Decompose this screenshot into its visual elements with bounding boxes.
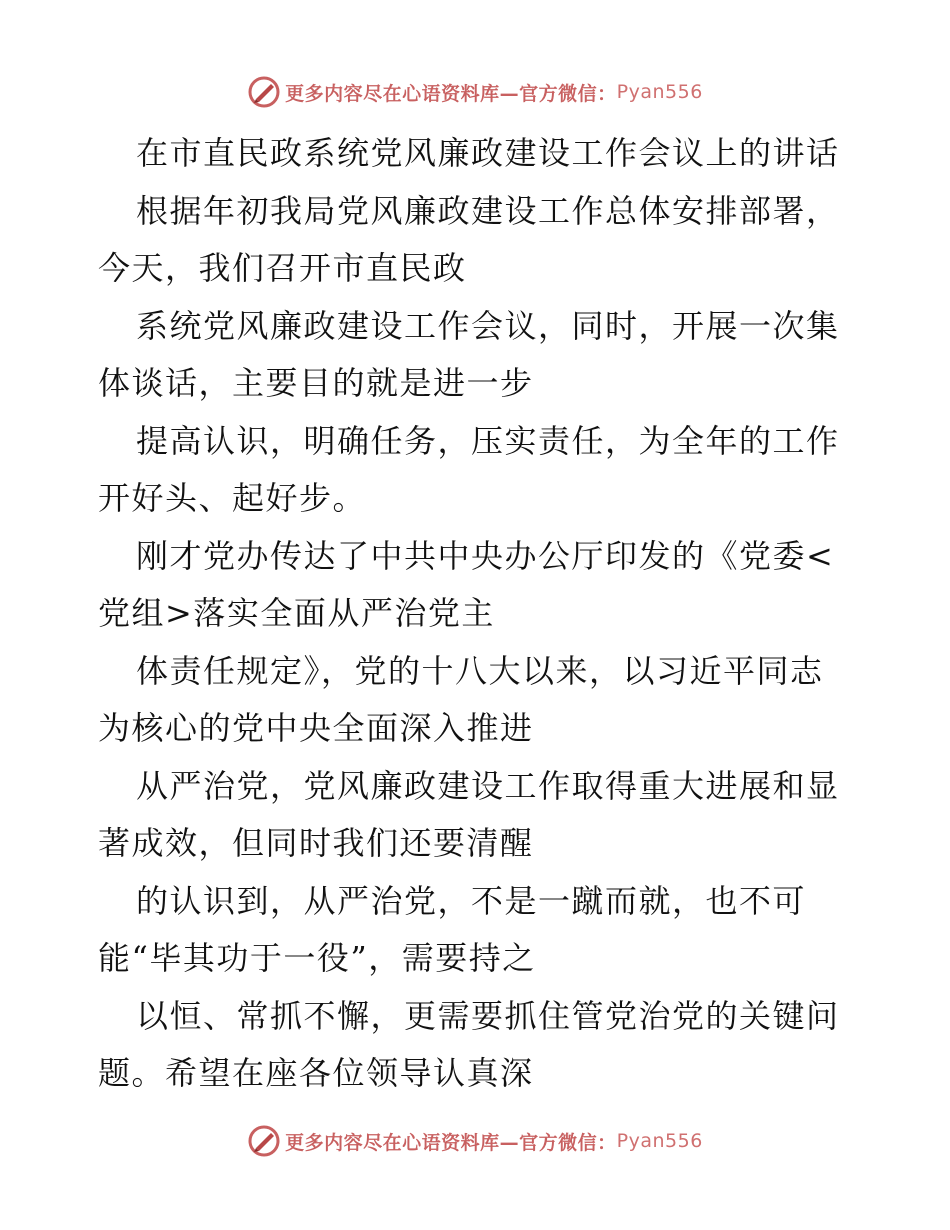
watermark-text: 更多内容尽在心语资料库—官方微信：	[285, 1131, 617, 1154]
paragraph-line: 体谈话，主要目的就是进一步	[98, 364, 534, 402]
paragraph-line: 今天，我们召开市直民政	[98, 249, 467, 287]
quill-logo-icon	[247, 75, 281, 109]
paragraph-line: 根据年初我局党风廉政建设工作总体安排部署，	[136, 191, 840, 230]
watermark-text: 更多内容尽在心语资料库—官方微信：	[285, 82, 617, 105]
document-body	[98, 125, 853, 1103]
paragraph-line: 开好头、起好步。	[98, 479, 367, 517]
paragraph-line: 体责任规定》，党的十八大以来，以习近平同志	[136, 651, 824, 690]
paragraph-line: 党组>落实全面从严治党主	[98, 594, 495, 632]
document-title: 在市直民政系统党风廉政建设工作会议上的讲话	[136, 134, 840, 172]
paragraph-line: 题。希望在座各位领导认真深	[98, 1054, 534, 1092]
watermark-id: Pyan556	[616, 1130, 703, 1152]
paragraph-line: 著成效，但同时我们还要清醒	[98, 824, 534, 862]
footer-watermark	[0, 1121, 950, 1161]
paragraph-line: 提高认识，明确任务，压实责任，为全年的工作	[136, 421, 840, 460]
paragraph-line: 的认识到，从严治党，不是一蹴而就，也不可	[136, 881, 807, 920]
header-watermark	[0, 72, 950, 112]
paragraph-line: 系统党风廉政建设工作会议，同时，开展一次集	[136, 306, 840, 345]
paragraph-line: 为核心的党中央全面深入推进	[98, 709, 534, 747]
paragraph-line: 以恒、常抓不懈，更需要抓住管党治党的关键问	[136, 996, 840, 1035]
paragraph-line: 从严治党，党风廉政建设工作取得重大进展和显	[136, 766, 840, 805]
quill-logo-icon	[247, 1124, 281, 1158]
paragraph-line: 刚才党办传达了中共中央办公厅印发的《党委<	[136, 536, 835, 575]
paragraph-line: 能“毕其功于一役”，需要持之	[98, 939, 536, 977]
watermark-id: Pyan556	[616, 81, 703, 103]
